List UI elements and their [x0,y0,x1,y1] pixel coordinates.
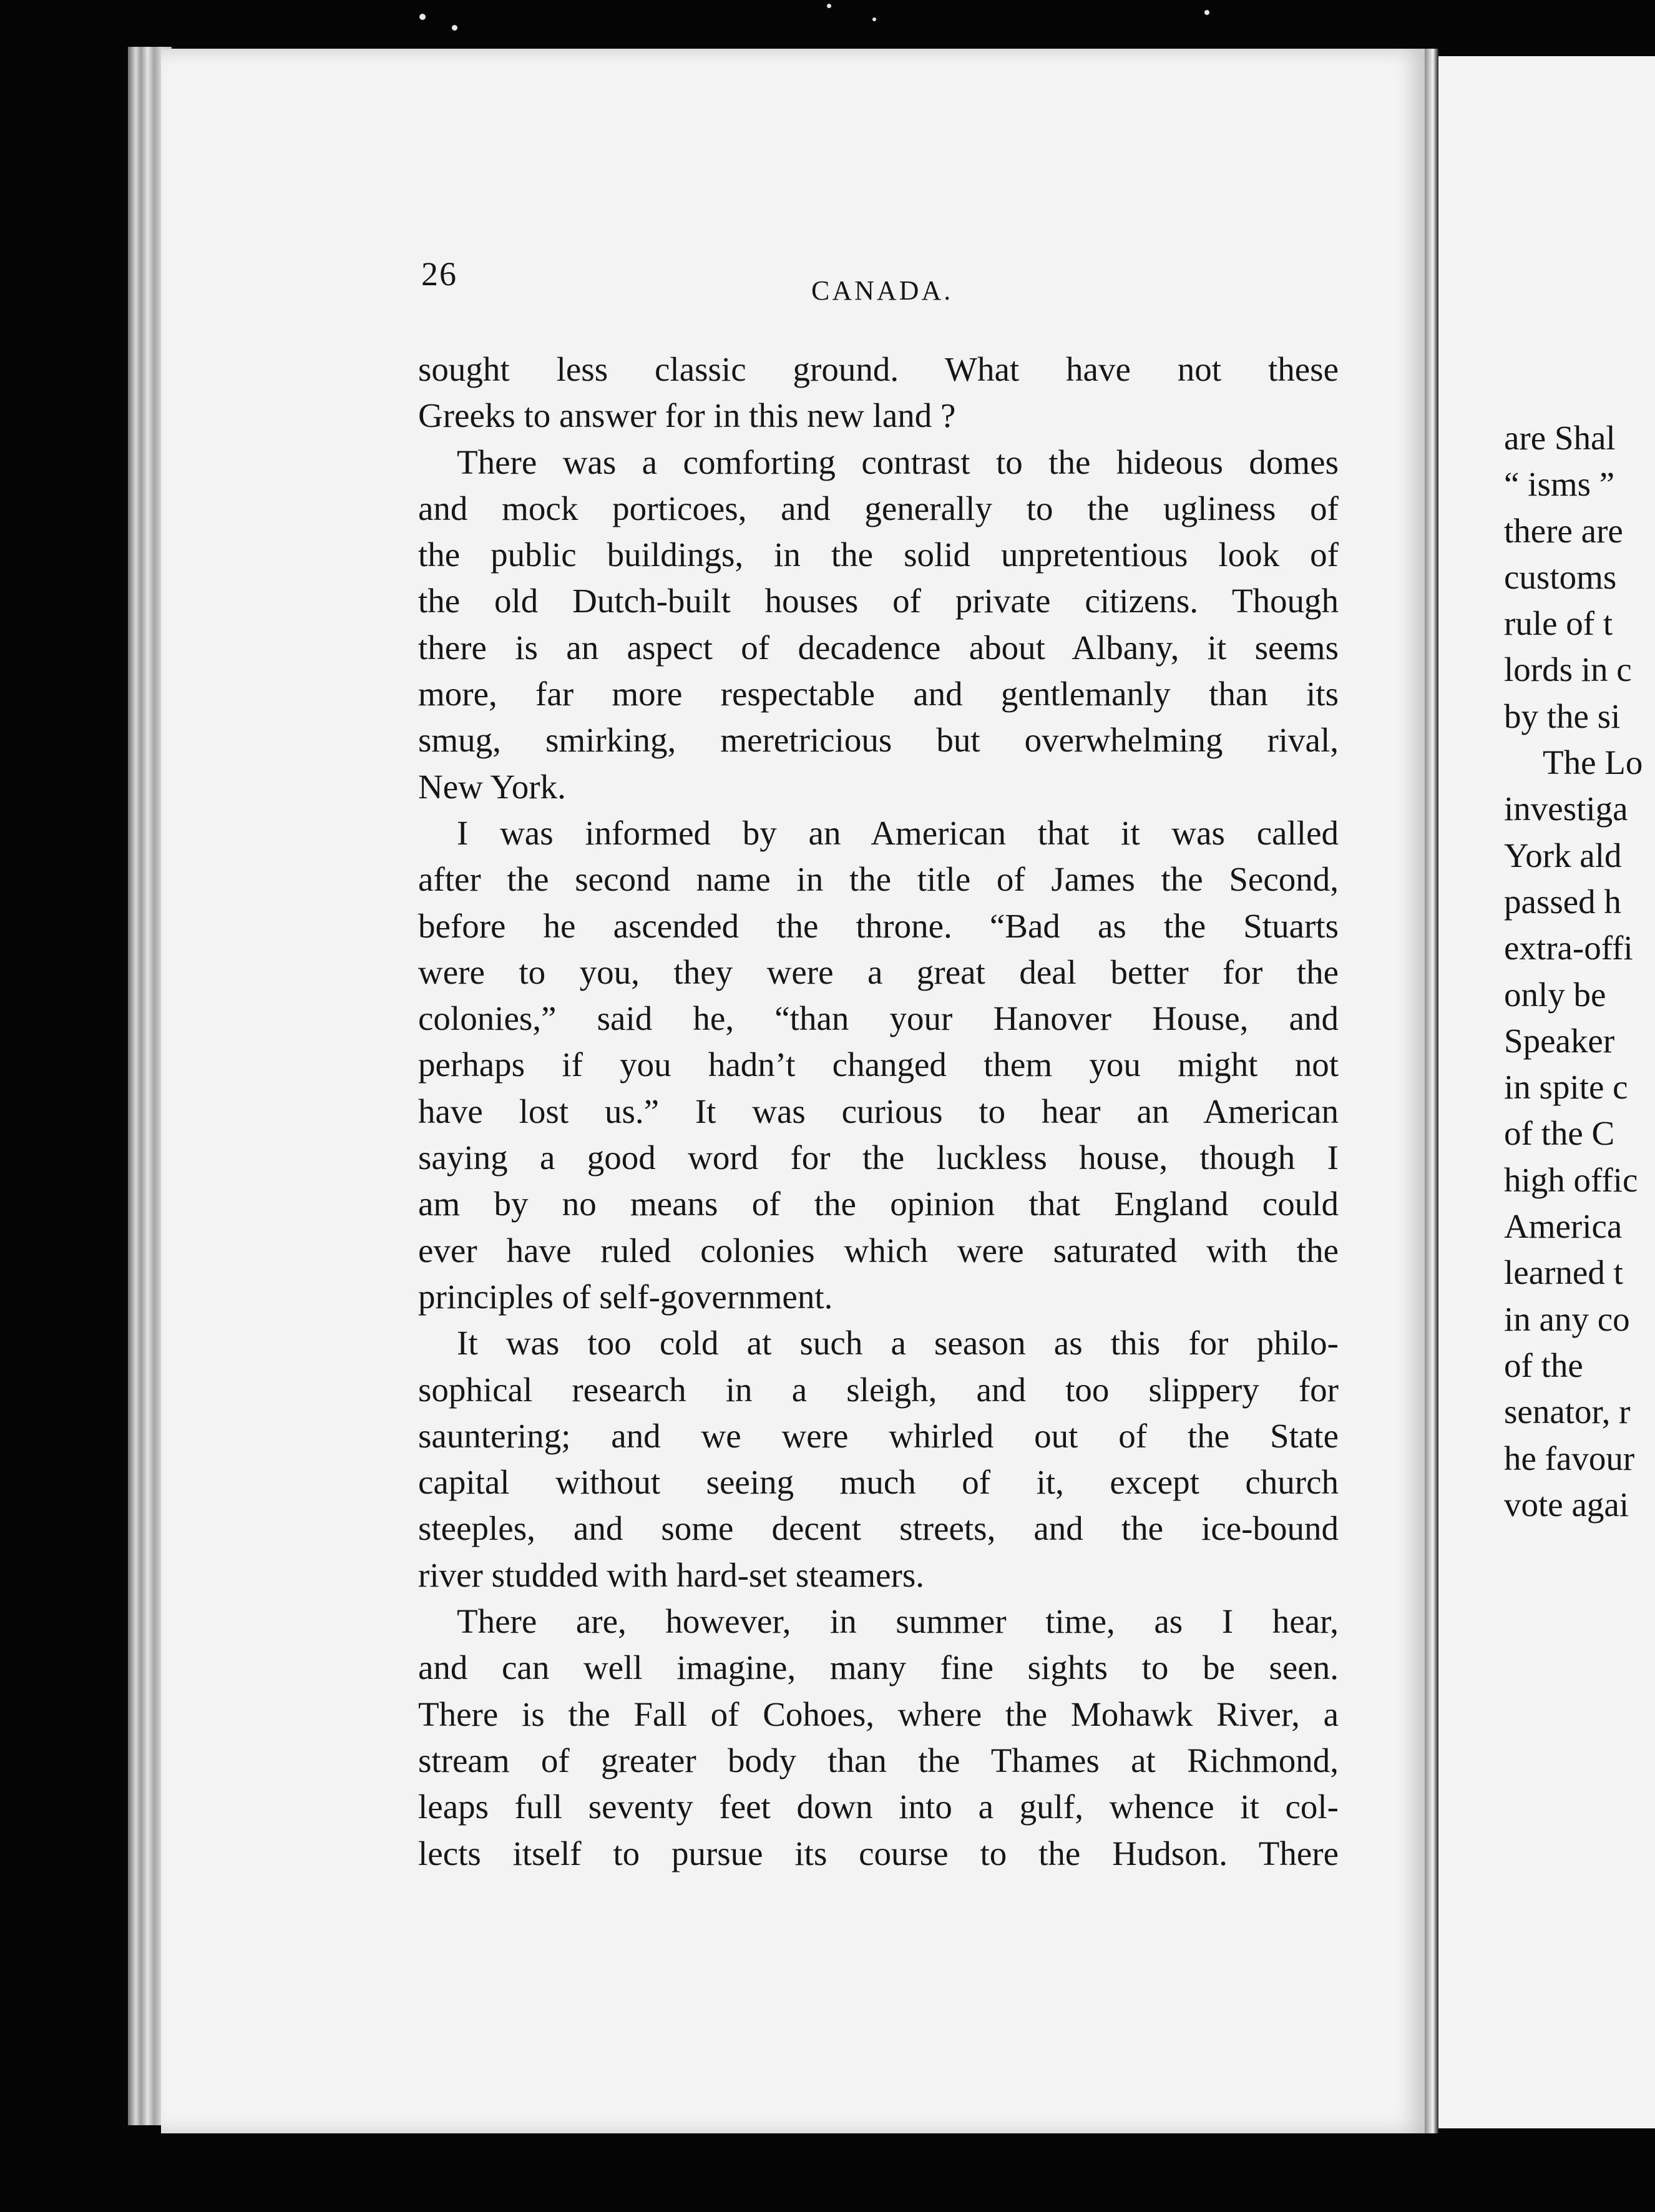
facing-text-line: vote agai [1504,1485,1629,1524]
facing-text-line: lords in c [1504,650,1632,689]
text-line: There is the Fall of Cohoes, where the Mohawk River, a [418,1695,1339,1733]
facing-text-line: customs [1504,557,1617,596]
text-line: the old Dutch-built houses of private citizens. Though [418,582,1339,620]
text-line: perhaps if you hadn’t changed them you might not [418,1045,1339,1084]
facing-text-line: “ isms ” [1504,465,1615,504]
scan-speck [872,17,876,21]
text-line: sophical research in a sleigh, and too slippery for [418,1370,1339,1409]
scan-speck [452,25,457,31]
text-line: and can well imagine, many fine sights to be seen. [418,1648,1339,1687]
text-line: have lost us.” It was curious to hear an American [418,1092,1339,1130]
page-number: 26 [421,255,457,293]
text-line: before he ascended the throne. “Bad as the Stuarts [418,906,1339,945]
facing-text-line: of the C [1504,1114,1615,1153]
text-line: stream of greater body than the Thames at Richmond, [418,1741,1339,1779]
scan-speck [1204,10,1209,15]
left-page [161,49,1425,2133]
text-line: It was too cold at such a season as this for philo- [457,1324,1339,1363]
text-line: there is an aspect of decadence about Albany, it seems [418,628,1339,667]
text-line: capital without seeing much of it, except church [418,1463,1339,1502]
text-line: and mock porticoes, and generally to the ugliness of [418,489,1339,527]
text-line: I was informed by an American that it was called [457,813,1339,852]
book-gutter [1425,49,1438,2133]
facing-text-line: high offic [1504,1160,1638,1199]
text-line: sought less classic ground. What have not these [418,350,1339,388]
facing-text-line: York ald [1504,836,1622,874]
facing-text-line: investiga [1504,790,1628,828]
facing-page [1438,56,1655,2128]
running-head: CANADA. [811,275,954,306]
text-line: am by no means of the opinion that England could [418,1185,1339,1223]
facing-text-line: of the [1504,1346,1583,1384]
text-line: There are, however, in summer time, as I hear, [457,1602,1339,1641]
facing-text-line: senator, r [1504,1392,1631,1431]
facing-text-line: in any co [1504,1299,1630,1338]
facing-text-line: in spite c [1504,1068,1628,1107]
text-line: more, far more respectable and gentlemanly than its [418,675,1339,713]
text-line: saying a good word for the luckless house, though I [418,1138,1339,1177]
facing-text-line: Speaker [1504,1021,1615,1060]
text-line: after the second name in the title of James the Second, [418,860,1339,899]
body-text [418,346,1339,1877]
text-line: smug, smirking, meretricious but overwhelming rival, [418,721,1339,760]
text-line: the public buildings, in the solid unpretentious look of [418,536,1339,574]
text-line: were to you, they were a great deal better for the [418,952,1339,991]
facing-text-line: extra-offi [1504,929,1633,967]
text-line: sauntering; and we were whirled out of the State [418,1416,1339,1455]
facing-text-line: America [1504,1207,1623,1246]
text-line: ever have ruled colonies which were saturated with the [418,1231,1339,1270]
facing-text-line: by the si [1504,697,1621,735]
facing-page-text [1504,415,1643,1528]
text-line: river studded with hard-set steamers. [418,1555,925,1594]
facing-text-line: The Lo [1543,743,1643,782]
text-line: There was a comforting contrast to the hideous domes [457,443,1339,481]
scan-speck [419,14,426,20]
text-line: principles of self-government. [418,1277,833,1316]
text-line: lects itself to pursue its course to the Hudson. There [418,1834,1339,1872]
facing-text-line: only be [1504,975,1606,1014]
text-line: New York. [418,767,566,806]
facing-text-line: he favour [1504,1439,1635,1477]
scan-speck [827,4,831,8]
text-line: steeples, and some decent streets, and the ice-bound [418,1509,1339,1548]
text-line: Greeks to answer for in this new land ? [418,396,956,435]
facing-text-line: are Shal [1504,419,1616,457]
text-line: colonies,” said he, “than your Hanover House, and [418,999,1339,1038]
text-line: leaps full seventy feet down into a gulf, whence it col- [418,1788,1339,1826]
facing-text-line: there are [1504,511,1623,550]
facing-text-line: rule of t [1504,604,1613,643]
facing-text-line: passed h [1504,882,1621,921]
facing-text-line: learned t [1504,1253,1623,1292]
